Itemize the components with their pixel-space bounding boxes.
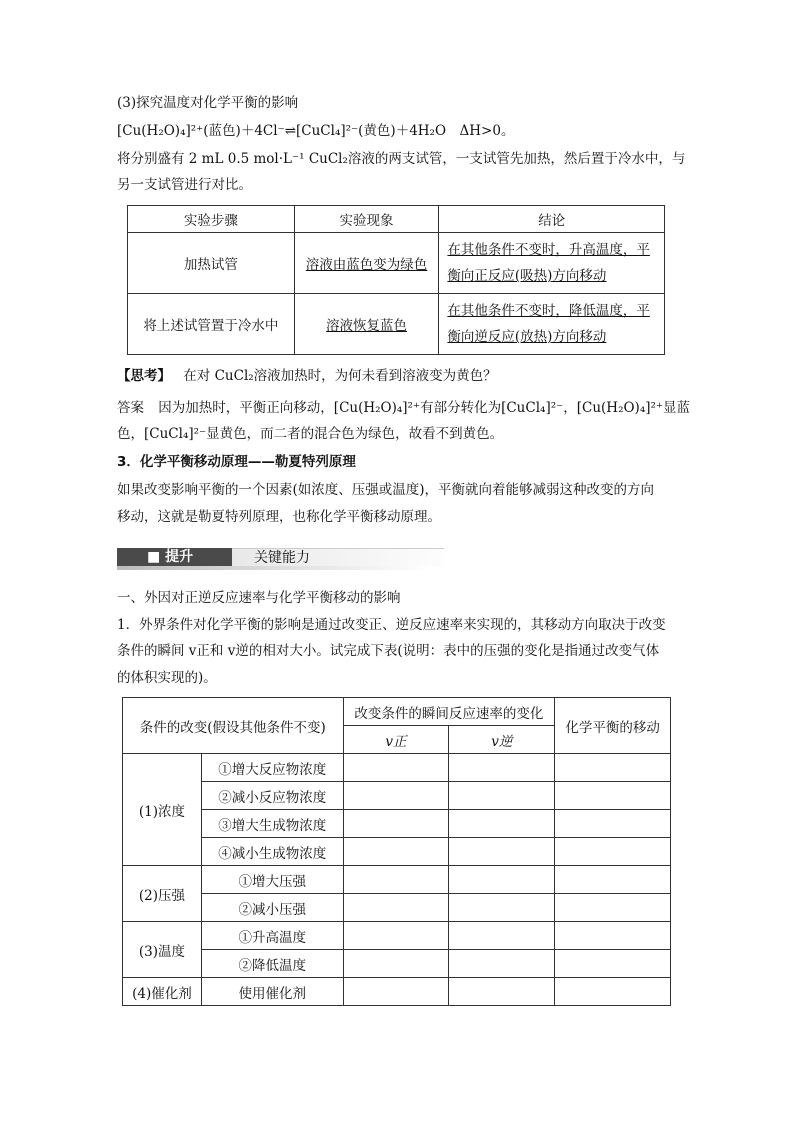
header-rate-change: 改变条件的瞬间反应速率的变化 xyxy=(343,698,555,726)
conclusion-line-2: 衡向逆反应(放热)方向移动 xyxy=(447,329,607,345)
answer-line-2: 色，[CuCl₄]²⁻显黄色，而二者的混合色为绿色，故看不到黄色。 xyxy=(117,426,504,442)
conclusion-line-1: 在其他条件不变时，升高温度，平 xyxy=(447,242,650,258)
condition-item: ③增大生成物浓度 xyxy=(201,810,343,838)
experiment-description-2: 另一支试管进行对比。 xyxy=(117,177,252,193)
part-paragraph-3: 的体积实现的)。 xyxy=(117,670,217,686)
group-concentration: (1)浓度 xyxy=(123,754,202,866)
step-cell: 将上述试管置于冷水中 xyxy=(128,294,295,355)
principle-text-2: 移动，这就是勒夏特列原理，也称化学平衡移动原理。 xyxy=(117,509,441,525)
condition-item: 使用催化剂 xyxy=(201,978,343,1006)
condition-item: ①升高温度 xyxy=(201,922,343,950)
think-line xyxy=(117,366,497,386)
header-condition: 条件的改变(假设其他条件不变) xyxy=(123,698,344,754)
answer-text-1: 因为加热时，平衡正向移动，[Cu(H₂O)₄]²⁺有部分转化为[CuCl₄]²⁻，[Cu(H₂O)₄]²⁺显蓝 xyxy=(158,400,691,416)
conclusion-cell xyxy=(439,233,665,294)
condition-item: ④减小生成物浓度 xyxy=(201,838,343,866)
section-banner xyxy=(117,545,432,569)
experiment-equation: [Cu(H₂O)₄]²⁺(蓝色)＋4Cl⁻⇌[CuCl₄]²⁻(黄色)＋4H₂O ΔH>0。 xyxy=(117,123,515,139)
header-v-reverse: v逆 xyxy=(449,726,555,754)
think-label: 【思考】 xyxy=(117,368,171,384)
answer-line-1 xyxy=(117,398,690,418)
condition-item: ①增大反应物浓度 xyxy=(201,754,343,782)
phenomenon-text: 溶液由蓝色变为绿色 xyxy=(305,257,428,273)
conclusion-line-1: 在其他条件不变时，降低温度，平 xyxy=(447,303,650,319)
banner-dark-label: ■ 提升 xyxy=(117,548,232,566)
part-paragraph-1: 1．外界条件对化学平衡的影响是通过改变正、逆反应速率来实现的，其移动方向取决于改变 xyxy=(117,617,666,633)
step-cell: 加热试管 xyxy=(128,233,295,294)
section-heading: (3)探究温度对化学平衡的影响 xyxy=(117,95,299,111)
header-step: 实验步骤 xyxy=(128,206,295,233)
condition-item: ②减小反应物浓度 xyxy=(201,782,343,810)
header-conclusion: 结论 xyxy=(439,206,665,233)
principle-heading: 3．化学平衡移动原理——勒夏特列原理 xyxy=(117,454,356,470)
banner-shadow xyxy=(117,566,432,570)
part-heading: 一、外因对正逆反应速率与化学平衡移动的影响 xyxy=(117,590,401,606)
experiment-description-1: 将分别盛有 2 mL 0.5 mol·L⁻¹ CuCl₂溶液的两支试管，一支试管先加热，然后置于冷水中，与 xyxy=(117,151,686,167)
banner-light-label: 关键能力 xyxy=(232,548,444,567)
header-phenomenon: 实验现象 xyxy=(294,206,439,233)
answer-label: 答案 xyxy=(117,400,144,416)
conclusion-line-2: 衡向正反应(吸热)方向移动 xyxy=(447,268,607,284)
group-temperature: (3)温度 xyxy=(123,922,202,978)
header-v-forward: v正 xyxy=(343,726,449,754)
header-equilibrium-shift: 化学平衡的移动 xyxy=(555,698,671,754)
think-question: 在对 CuCl₂溶液加热时，为何未看到溶液变为黄色？ xyxy=(183,368,497,384)
phenomenon-text: 溶液恢复蓝色 xyxy=(326,318,408,334)
part-paragraph-2: 条件的瞬间 v正和 v逆的相对大小。试完成下表(说明：表中的压强的变化是指通过改变气体 xyxy=(117,643,660,659)
experiment-table xyxy=(127,205,665,355)
conditions-table xyxy=(122,697,671,1006)
conclusion-cell xyxy=(439,294,665,355)
condition-item: ①增大压强 xyxy=(201,866,343,894)
phenomenon-cell xyxy=(294,233,439,294)
phenomenon-cell xyxy=(294,294,439,355)
condition-item: ②降低温度 xyxy=(201,950,343,978)
group-pressure: (2)压强 xyxy=(123,866,202,922)
principle-text-1: 如果改变影响平衡的一个因素(如浓度、压强或温度)，平衡就向着能够减弱这种改变的方向 xyxy=(117,482,655,498)
group-catalyst: (4)催化剂 xyxy=(123,978,202,1006)
condition-item: ②减小压强 xyxy=(201,894,343,922)
